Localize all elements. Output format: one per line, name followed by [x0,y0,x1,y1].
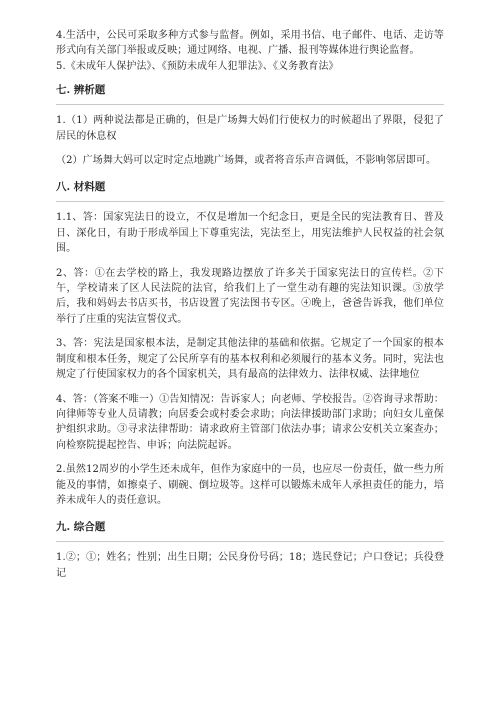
section-8-answer-2: 2、答：①在去学校的路上，我发现路边摆放了许多关于国家宪法日的宣传栏。②下午，学校请来了区人民法院的法官，给我们上了一堂生动有趣的宪法知识课。③放学后，我和妈妈去书店买书，书店设置了宪法图书专区。④晚上，爸爸告诉我，他们单位举行了庄重的宪法宣誓仪式。 [56,267,444,325]
answer-4: 4.生活中，公民可采取多种方式参与监督。例如，采用书信、电子邮件、电话、走访等形式向有关部门举报或反映；通过网络、电视、广播、报刊等媒体进行舆论监督。 [56,30,444,57]
section-8-heading: 八. 材料题 [56,180,444,202]
section-8-answer-1: 1.1、答：国家宪法日的设立，不仅是增加一个纪念日，更是全民的宪法教育日、普及日、深化日，有助于形成举国上下尊重宪法，宪法至上，用宪法维护人民权益的社会氛围。 [56,212,444,255]
answer-5: 5.《未成年人保护法》、《预防未成年人犯罪法》、《义务教育法》 [56,60,339,72]
section-9-answer-1: 1.②；①；姓名；性别；出生日期；公民身份号码；18；选民登记；户口登记；兵役登记 [56,552,444,579]
section-7-answer-1: 1.（1）两种说法都是正确的，但是广场舞大妈们行使权力的时候超出了界限，侵犯了居民的休息权 [56,115,444,142]
section-8-answer-5: 2.虽然12周岁的小学生还未成年，但作为家庭中的一员，也应尽一份责任，做一些力所能及的事情，如擦桌子、刷碗、倒垃圾等。这样可以锻炼未成年人承担责任的能力，培养未成年人的责任意识。 [56,464,444,506]
section-8-answer-4: 4、答：（答案不唯一）①告知情况：告诉家人；向老师、学校报告。②咨询寻求帮助：向律师等专业人员请教；向居委会或村委会求助；向法律援助部门求助；向妇女儿童保护组织求助。③寻求法律帮助：请求政府主管部门依法办事；请求公安机关立案查办；向检察院提起控告、申诉；向法院起诉。 [56,393,444,451]
section-8-answer-3: 3、答：宪法是国家根本法，是制定其他法律的基础和依据。它规定了一个国家的根本制度和根本任务，规定了公民所享有的基本权利和必须履行的基本义务。同时，宪法也规定了行使国家权力的各个国家机关，具有最高的法律效力、法律权威、法律地位 [56,338,444,381]
section-9-heading: 九. 综合题 [56,520,444,542]
section-7-answer-2: （2）广场舞大妈可以定时定点地跳广场舞，或者将音乐声音调低，不影响邻居即可。 [56,155,437,167]
section-7-heading: 七. 辨析题 [56,83,444,105]
